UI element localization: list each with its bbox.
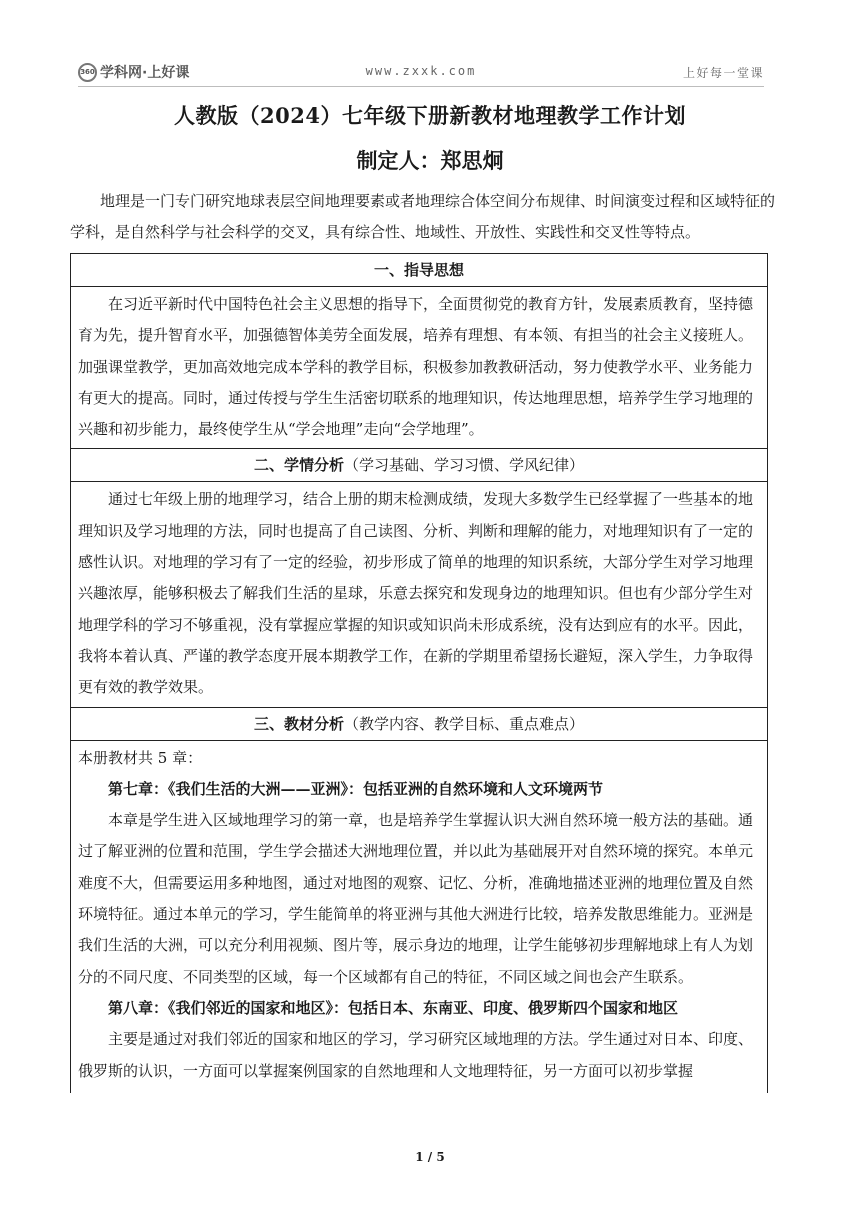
document-title: 人教版（2024）七年级下册新教材地理教学工作计划 xyxy=(174,103,686,128)
textbook-lead: 本册教材共 5 章： xyxy=(78,748,203,767)
page-number: 1 / 5 xyxy=(415,1150,445,1164)
section-heading-note: （教学内容、教学目标、重点难点） xyxy=(344,714,585,733)
section-heading-textbook xyxy=(71,708,767,741)
page-header xyxy=(78,58,764,87)
section-body-textbook xyxy=(71,741,767,1090)
section-heading-guiding xyxy=(71,254,767,287)
intro-paragraph: 地理是一门专门研究地球表层空间地理要素或者地理综合体空间分布规律、时间演变过程和区域特征的学科，是自然科学与社会科学的交叉，具有综合性、地域性、开放性、实践性和交叉性等特点。 xyxy=(70,192,776,241)
header-slogan: 上好每一堂课 xyxy=(682,66,764,80)
section-paragraph: 在习近平新时代中国特色社会主义思想的指导下，全面贯彻党的教育方针，发展素质教育，坚持德育为先，提升智育水平，加强德智体美劳全面发展，培养有理想、有本领、有担当的社会主义接班人。加强课堂教学，更加高效地完成本学科的教学目标，积极参加教教研活动，努力使教学水平、业务能力有更大的提高。同时，通过传授与学生生活密切联系的地理知识，传达地理思想，培养学生学习地理的兴趣和初步能力，最终使学生从“学会地理”走向“会学地理”。 xyxy=(78,295,754,439)
document-author: 制定人：郑思炯 xyxy=(356,148,504,173)
section-heading-text: 三、教材分析 xyxy=(253,714,344,733)
chapter-title: 第七章：《我们生活的大洲——亚洲》：包括亚洲的自然环境和人文环境两节 xyxy=(108,779,604,798)
logo-text: 学科网·上好课 xyxy=(100,65,190,81)
section-heading-students xyxy=(71,449,767,482)
section-paragraph: 通过七年级上册的地理学习，结合上册的期末检测成绩，发现大多数学生已经掌握了一些基本的地理知识及学习地理的方法，同时也提高了自己读图、分析、判断和理解的能力，对地理知识有了一定的感性认识。对地理的学习有了一定的经验，初步形成了简单的地理的知识系统，大部分学生对学习地理兴趣浓厚，能够积极去了解我们生活的星球，乐意去探究和发现身边的地理知识。但也有少部分学生对地理学科的学习不够重视，没有掌握应掌握的知识或知识尚未形成系统，没有达到应有的水平。因此，我将本着认真、严谨的教学态度开展本期教学工作，在新的学期里希望扬长避短，深入学生，力争取得更有效的教学效果。 xyxy=(78,490,754,697)
chapter-title: 第八章：《我们邻近的国家和地区》：包括日本、东南亚、印度、俄罗斯四个国家和地区 xyxy=(108,998,679,1017)
site-url[interactable]: www.zxxk.com xyxy=(365,64,477,78)
chapter-text: 主要是通过对我们邻近的国家和地区的学习，学习研究区域地理的方法。学生通过对日本、印度、俄罗斯的认识，一方面可以掌握案例国家的自然地理和人文地理特征，另一方面可以初步掌握 xyxy=(78,1030,754,1080)
section-heading-note: （学习基础、学习习惯、学风纪律） xyxy=(344,456,585,475)
plan-table xyxy=(70,253,768,1093)
section-body-students xyxy=(71,482,767,707)
logo-badge-icon: 360 xyxy=(78,63,97,82)
section-heading-text: 一、指导思想 xyxy=(373,261,464,279)
chapter-text: 本章是学生进入区域地理学习的第一章，也是培养学生掌握认识大洲自然环境一般方法的基础。通过了解亚洲的位置和范围，学生学会描述大洲地理位置，并以此为基础展开对自然环境的探究。本单元难度不大，但需要运用多种地图，通过对地图的观察、记忆、分析，准确地描述亚洲的地理位置及自然环境特征。通过本单元的学习，学生能简单的将亚洲与其他大洲进行比较，培养发散思维能力。亚洲是我们生活的大洲，可以充分利用视频、图片等，展示身边的地理，让学生能够初步理解地球上有人为划分的不同尺度、不同类型的区域，每一个区域都有自己的特征，不同区域之间也会产生联系。 xyxy=(78,811,754,986)
section-heading-text: 二、学情分析 xyxy=(253,456,344,475)
section-body-guiding xyxy=(71,287,767,449)
